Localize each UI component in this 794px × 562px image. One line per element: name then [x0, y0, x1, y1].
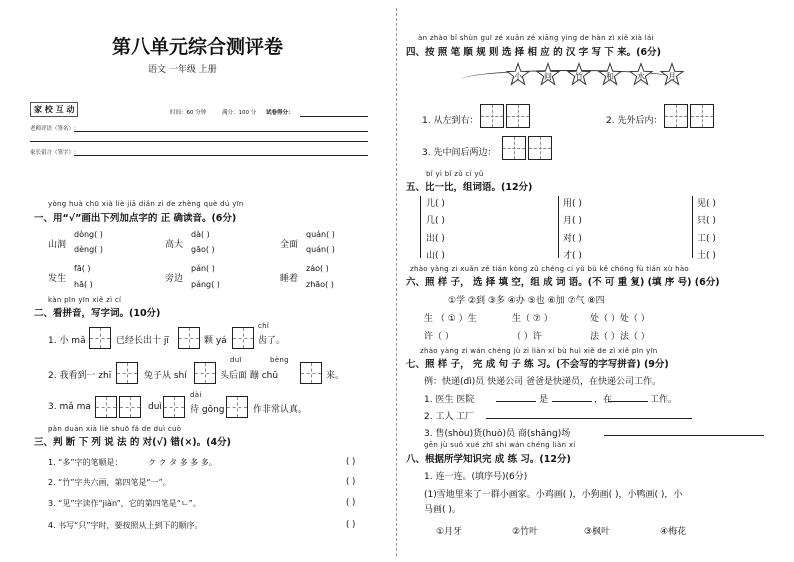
- star-2-char: 问: [544, 72, 552, 81]
- s8-question-2[interactable]: 马画( )。: [424, 505, 461, 515]
- s5-c2-2[interactable]: 月( ): [563, 216, 582, 226]
- s2-l1py: chǐ: [258, 322, 270, 330]
- s6-r1-a[interactable]: 生 （ ① ）生: [424, 314, 477, 324]
- s8-opt-1: ①月牙: [436, 527, 463, 537]
- teacher-line[interactable]: [74, 131, 368, 132]
- s2-box-4[interactable]: [116, 362, 138, 384]
- s8-question[interactable]: (1)雪地里来了一群小画家。小鸡画( )，小狗画( )，小鸭画( )，小: [424, 490, 683, 500]
- s1-opt-1b[interactable]: dèng( ): [74, 245, 103, 254]
- s7-i1: 1. 医生 医院: [424, 395, 475, 405]
- teacher-line-2[interactable]: [30, 141, 368, 142]
- s2-box-8[interactable]: [119, 396, 141, 418]
- s5-c3-4[interactable]: 土( ): [697, 251, 716, 261]
- full-score-label: 满分：100 分: [222, 110, 257, 116]
- s2-l2d: 来。: [326, 371, 345, 381]
- s1-opt-2a[interactable]: dà( ): [191, 230, 210, 239]
- s1-word-4: 发生: [48, 274, 67, 284]
- s3-ans-4[interactable]: ( ): [346, 520, 356, 530]
- s1-opt-4a[interactable]: fā( ): [74, 264, 91, 273]
- s5-c3-3[interactable]: 工( ): [697, 234, 716, 244]
- s3-item-3: 3. “见”字读作“jiàn”，它的第四笔是“ㄴ”。: [48, 499, 201, 508]
- s4-box-5[interactable]: [502, 136, 526, 160]
- s5-pinyin: bǐ yì bǐ zǔ cí yǔ: [426, 170, 484, 178]
- s7-i1c: ，在: [594, 395, 613, 405]
- s2-l2b: 兔子从 shí: [144, 371, 187, 381]
- s5-c3-1[interactable]: 见( ): [697, 199, 716, 209]
- s6-options: ①学 ②到 ③多 ④办 ⑤也 ⑥加 ⑦气 ⑧四: [448, 296, 605, 306]
- s3-ans-2[interactable]: ( ): [346, 477, 356, 487]
- s6-pinyin: zhào yàng zi xuǎn zé tián kòng zǔ chéng cí yǔ bù kě chóng fù tián xù hào: [410, 265, 690, 273]
- s6-r2-c[interactable]: 法（ ）法（ ）: [590, 332, 650, 342]
- s8-opt-3: ③枫叶: [584, 527, 611, 537]
- s4-box-1[interactable]: [480, 104, 504, 128]
- score-label: 试卷得分：: [266, 110, 294, 116]
- s1-opt-3a[interactable]: quán( ): [306, 230, 335, 239]
- s1-pinyin: yòng huà chū xià liè jiā diǎn zì de zhèng què dú yīn: [48, 200, 244, 208]
- s2-l3c: 待 gōng: [190, 405, 225, 415]
- s5-title: 五、比一比，组词语。(12分): [406, 182, 533, 193]
- s6-r2-a[interactable]: 许（ ）: [424, 332, 454, 342]
- s7-blank-2[interactable]: [552, 401, 592, 402]
- s4-title: 四、按 照 笔 顺 规 则 选 择 相 应 的 汉 字 写 下 来。(6分): [406, 47, 661, 58]
- s5-c1-2[interactable]: 几( ): [426, 216, 445, 226]
- s2-l2py2: bèng: [270, 356, 289, 364]
- s7-i3: 3. 售(shòu)货(huò)员 商(shāng)场: [424, 429, 571, 439]
- s2-l3d: 作非常认真。: [253, 405, 308, 415]
- star-1-char: 小: [514, 72, 522, 81]
- time-label: 时间：60 分钟: [170, 110, 207, 116]
- s7-i1b: 是: [539, 395, 549, 405]
- s4-l2: 2. 先外后内：: [606, 116, 663, 126]
- s7-blank-4[interactable]: [486, 418, 692, 419]
- s2-box-1[interactable]: [89, 327, 111, 349]
- s1-opt-4b[interactable]: hā( ): [74, 280, 93, 289]
- s1-opt-2b[interactable]: gāo( ): [191, 245, 215, 254]
- parent-comment-label: 家长留言（签字）:: [30, 150, 76, 156]
- s2-l1c: 颗 yá: [204, 336, 227, 346]
- s4-box-6[interactable]: [528, 136, 552, 160]
- s8-opt-4: ④梅花: [660, 527, 687, 537]
- star-3-char: 竹: [575, 72, 583, 81]
- s1-word-2: 高大: [165, 240, 184, 250]
- s1-word-3: 全面: [280, 240, 299, 250]
- s5-c2-1[interactable]: 用( ): [563, 199, 582, 209]
- s5-c3-2[interactable]: 只( ): [697, 216, 716, 226]
- s1-word-1: 山洞: [48, 240, 67, 250]
- s7-pinyin: zhào yàng zi wán chéng jù zi liàn xí bù huì xiě de zì xiě pīn yīn: [420, 347, 658, 355]
- s3-item-4: 4. 书写“只”字时，要按照从上到下的顺序。: [48, 521, 203, 530]
- s1-opt-3b[interactable]: quán( ): [306, 245, 335, 254]
- s2-l2a: 2. 我看到一 zhī: [48, 371, 112, 381]
- star-4-char: 和: [606, 72, 614, 81]
- s5-c1-3[interactable]: 出( ): [426, 234, 445, 244]
- s7-i2: 2. 工人 工厂: [424, 412, 475, 422]
- s2-box-3[interactable]: [232, 327, 254, 349]
- s4-box-4[interactable]: [690, 104, 714, 128]
- s7-example: 例：快递(dì)员 快递公司 爸爸是快递员，在快递公司工作。: [424, 377, 661, 387]
- s3-item-2: 2. “竹”字共六画，第四笔是“一”。: [48, 478, 171, 487]
- s2-l2c: 头后面 蹦 chū: [220, 371, 279, 381]
- s1-opt-1a[interactable]: dòng( ): [74, 230, 103, 239]
- s2-box-9[interactable]: [163, 396, 185, 418]
- score-line[interactable]: [300, 116, 368, 117]
- home-school-badge: 家 校 互 动: [30, 102, 78, 117]
- s1-word-5: 旁边: [165, 274, 184, 284]
- s8-pinyin: gēn jù suǒ xué zhī shi wán chéng liàn xí: [424, 441, 576, 449]
- s7-blank-1[interactable]: [496, 401, 536, 402]
- star-5-char: 水: [637, 72, 645, 81]
- s5-brace-1: [420, 196, 421, 258]
- s3-ans-3[interactable]: ( ): [346, 498, 356, 508]
- s3-ans-1[interactable]: ( ): [346, 457, 356, 467]
- s7-blank-5[interactable]: [604, 435, 764, 436]
- s5-c2-4[interactable]: 才( ): [563, 251, 582, 261]
- s1-opt-6a[interactable]: záo( ): [306, 264, 329, 273]
- s4-box-3[interactable]: [664, 104, 688, 128]
- s2-box-5[interactable]: [194, 362, 216, 384]
- s7-title: 七、照 样 子， 完 成 句 子 练 习。(不会写的字写拼音) (9分): [406, 359, 669, 370]
- s1-opt-5a[interactable]: pán( ): [191, 264, 215, 273]
- s2-box-10[interactable]: [226, 396, 248, 418]
- s2-box-7[interactable]: [95, 396, 117, 418]
- s2-l3a: 3. mǎ ma: [48, 402, 91, 412]
- info-box: [30, 98, 370, 164]
- s6-r1-b[interactable]: 生（ ⑦ ）: [512, 314, 553, 324]
- s8-title: 八、根据所学知识完 成 练 习。(12分): [406, 454, 571, 465]
- subtitle: 语文 一年级 上册: [148, 65, 217, 75]
- s6-r2-b[interactable]: （ ）许: [512, 332, 542, 342]
- s4-l1: 1. 从左到右：: [422, 116, 479, 126]
- page-divider: [396, 8, 397, 556]
- s5-brace-2: [558, 196, 559, 258]
- s2-l1d: 齿了。: [258, 336, 286, 346]
- s2-l1a: 1. 小 mǎ: [48, 336, 86, 346]
- s2-pinyin: kàn pīn yīn xiě zì cí: [48, 296, 122, 304]
- s7-i1d: 工作。: [650, 395, 678, 405]
- s1-word-6: 睡着: [280, 274, 299, 284]
- s4-box-2[interactable]: [506, 104, 530, 128]
- s8-opt-2: ②竹叶: [512, 527, 539, 537]
- s4-pinyin: àn zhào bǐ shùn guī zé xuǎn zé xiāng yìng de hàn zì xiě xià lái: [418, 34, 654, 42]
- s3-item-1-strokes: ク ク タ 多 多 多。: [148, 458, 217, 467]
- s8-sub: 1. 连一连。(填序号)(6分): [424, 472, 528, 482]
- s5-brace-3: [692, 196, 693, 258]
- s5-c1-1[interactable]: 儿( ): [426, 199, 445, 209]
- parent-line[interactable]: [74, 155, 368, 156]
- s2-l1b: 已经长出十 jī: [116, 336, 169, 346]
- s4-l3: 3. 先中间后两边：: [422, 148, 497, 158]
- s7-blank-3[interactable]: [608, 401, 648, 402]
- s6-r1-c[interactable]: 处（ ）处（ ）: [590, 314, 650, 324]
- s2-l2py1: duī: [230, 356, 242, 364]
- teacher-comment-label: 老师评语（签名）:: [30, 126, 76, 132]
- s3-pinyin: pàn duàn xià liè shuō fǎ de duì cuò: [48, 425, 182, 433]
- page-title: 第八单元综合测评卷: [112, 36, 284, 58]
- s2-l3b: duì: [148, 402, 162, 412]
- s3-title: 三、判 断 下 列 说 法 的 对(√) 错(×)。(4分): [34, 437, 231, 448]
- s6-title: 六、照 样 子， 选 择 填 空，组 成 词 语。(不 可 重 复) (填 序 号) (6分): [406, 277, 720, 288]
- s1-opt-6b[interactable]: zhāo( ): [306, 280, 334, 289]
- s5-c1-4[interactable]: 山( ): [426, 251, 445, 261]
- s2-box-2[interactable]: [178, 327, 200, 349]
- s3-item-1: 1. “多”字的笔顺是：: [48, 458, 123, 467]
- s5-c2-3[interactable]: 对( ): [563, 234, 582, 244]
- s1-opt-5b[interactable]: páng( ): [191, 280, 220, 289]
- s1-title: 一、用“√”画出下列加点字的 正 确读音。(6分): [34, 213, 237, 224]
- s2-box-6[interactable]: [300, 362, 322, 384]
- star-6-char: 月: [668, 72, 676, 81]
- s2-title: 二、看拼音，写字词。(10分): [34, 308, 161, 319]
- s2-l3py: dài: [190, 391, 202, 399]
